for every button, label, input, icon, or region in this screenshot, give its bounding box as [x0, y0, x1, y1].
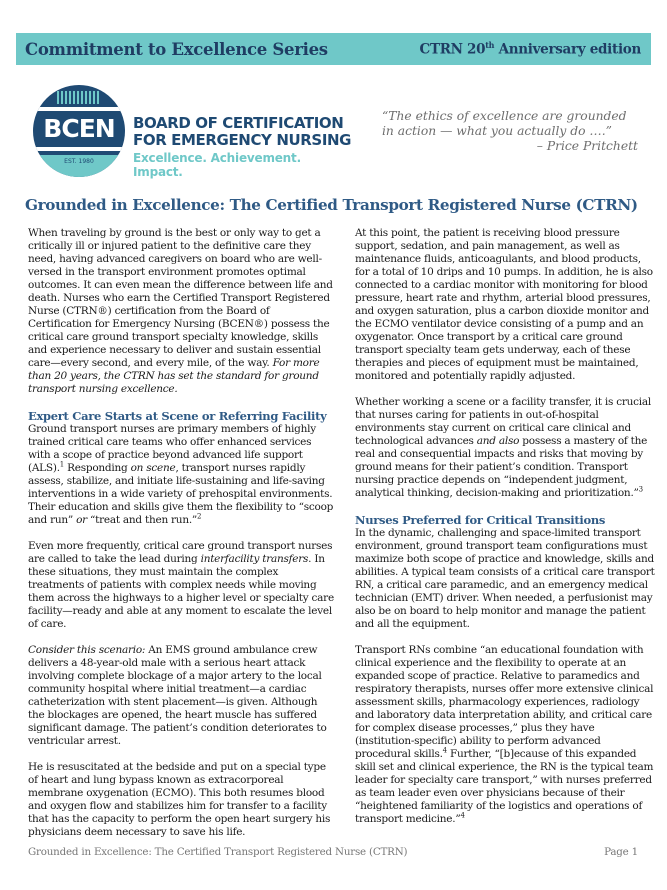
org-tagline: Excellence. Achievement. Impact. [133, 151, 301, 179]
interfacility-paragraph [28, 540, 334, 631]
seal-abbr: BCEN [43, 114, 115, 143]
text: possess a mastery of the real and consequential impacts and risks that moving by ground means for their patient’s condition. Transport nursing practice depends on “independent judgment, analytical thinking, decision-making and prioritization.” [355, 435, 648, 499]
resuscitation-paragraph: He is resuscitated at the bedside and put on a special type of heart and lung bypass known as extracorporeal membrane oxygenation (ECMO). This both resumes blood and oxygen flow and stabilizes him for transfer to a facility that has the capacity to perform the open heart surgery his physicians deem necessary to save his life. [28, 761, 331, 838]
page-footer [28, 846, 638, 858]
footnote-ref: 3 [638, 485, 643, 494]
org-name-line1: BOARD OF CERTIFICATION [133, 114, 344, 132]
expert-care-paragraph [28, 423, 334, 527]
edition-suffix: Anniversary edition [494, 41, 641, 58]
quote-text: “The ethics of excellence are grounded in action — what you actually do ….” [382, 109, 627, 138]
italic-text: Consider this scenario: [28, 644, 146, 656]
footer-title: Grounded in Excellence: The Certified Transport Registered Nurse (CTRN) [28, 846, 408, 858]
team-configuration-paragraph: In the dynamic, challenging and space-limited transport environment, ground transport team configurations must maximize both scope of practice and knowledge, skills and abilities. A typical team consists of a critical care transport RN, a critical care paramedic, and an emergency medical technician (EMT) driver. When needed, a perfusionist may also be on board to help monitor and manage the patient and all the equipment. [355, 527, 655, 630]
footnote-ref: 4 [442, 746, 447, 755]
scenario-paragraph [28, 644, 334, 748]
intro-text: When traveling by ground is the best or only way to get a critically ill or injured patient to the definitive care they need, having advanced caregivers on board who are well-versed in the transport environment promotes optimal outcomes. It can even mean the difference between life and death. Nurses who earn the Certified Transport Registered Nurse (CTRN®) certification from the Board of Certification for Emergency Nursing (BCEN®) possess the critical care ground transport specialty knowledge, skills and experience necessary to deliver and sustain essential care—every second, and every mile, of the way. [28, 227, 333, 369]
text: Transport RNs combine “an educational foundation with clinical experience and the flexibility to operate at an expanded scope of practice. Relative to paramedics and respiratory therapists, nurses offer more extensive clinical assessment skills, pharmacology experiences, radiology and laboratory data interpretation ability, and critical care for complex disease processes,” plus they have (institution-specific) ability to perform advanced procedural skills. [355, 644, 654, 760]
text: Whether working a scene or a facility transfer, it is crucial that nurses caring for patients in out-of-hospital environments stay current on critical care clinical and technological advances [355, 396, 652, 447]
text: , transport nurses rapidly assess, stabilize, and initiate life-sustaining and life-saving interventions in a wide variety of prehospital environments. Their education and skills give them the flexibility to “scoop and run” [28, 462, 334, 526]
text: . In these situations, they must maintain the complex treatments of patients with complex needs while moving them across the highways to a higher level or specialty care facility—ready and able at any moment to escalate the level of care. [28, 553, 334, 630]
footnote-ref: 2 [197, 512, 202, 521]
intro-italic: For more than 20 years, the CTRN has set the standard for ground transport nursing excellence. [28, 357, 320, 395]
page-number: Page 1 [604, 846, 638, 858]
intro-paragraph [28, 227, 334, 396]
italic-text: or [76, 514, 87, 526]
italic-text: interfacility transfers [200, 553, 309, 565]
text: An EMS ground ambulance crew delivers a 48-year-old male with a serious heart attack involving complete blockage of a major artery to the local community hospital where initial treatment—a cardiac catheterization with stent placement—is given. Although the blockages are opened, the heart muscle has suffered significant damage. The patient’s condition deteriorates to ventricular arrest. [28, 644, 327, 747]
edition-prefix: CTRN 20 [419, 41, 486, 58]
scene-transfer-paragraph [355, 396, 655, 500]
page-title: Grounded in Excellence: The Certified Transport Registered Nurse (CTRN) [25, 196, 638, 214]
seal-bar [33, 147, 125, 151]
quote-attribution: – Price Pritchett [536, 139, 638, 153]
text: Ground transport nurses are primary members of highly trained critical care teams who offer enhanced services with a scope of practice beyond advanced life support (ALS). [28, 423, 316, 474]
org-name-line2: FOR EMERGENCY NURSING [133, 131, 352, 149]
footnote-ref: 4 [460, 811, 465, 820]
italic-text: on scene [130, 462, 176, 474]
left-column [28, 227, 334, 852]
bcen-logo [33, 85, 353, 180]
bcen-seal-icon [33, 85, 125, 177]
seal-bar [33, 107, 125, 111]
footnote-ref: 1 [59, 460, 64, 469]
edition-label [420, 40, 642, 58]
section-heading-expert-care: Expert Care Starts at Scene or Referring Facility [28, 409, 327, 423]
italic-text: and also [476, 435, 520, 447]
transport-rns-paragraph [355, 644, 655, 826]
patient-status-paragraph: At this point, the patient is receiving blood pressure support, sedation, and pain management, as well as maintenance fluids, anticoagulants, and blood products, for a total of 10 drips and 10 pumps. In addition, he is also connected to a cardiac monitor with monitoring for blood pressure, heart rate and rhythm, arterial blood pressures, and oxygen saturation, plus a carbon dioxide monitor and the ECMO ventilator device consisting of a pump and an oxygenator. Once transport by a critical care ground transport specialty team gets underway, each of these therapies and pieces of equipment must be maintained, monitored and potentially rapidly adjusted. [355, 227, 653, 382]
right-column [355, 227, 655, 839]
org-name [133, 115, 351, 149]
pull-quote [382, 109, 642, 154]
text: Further, “[b]ecause of this expanded skill set and clinical experience, the RN is the typical team leader for specialty care transport,” with nurses preferred as team leader even over physicians because of their “heightened familiarity of the logistics and operations of transport medicine.” [355, 748, 654, 825]
seal-est: EST. 1980 [33, 155, 125, 177]
text: Even more frequently, critical care ground transport nurses are called to take the lead during [28, 540, 333, 565]
text: Responding [64, 462, 131, 474]
series-title: Commitment to Excellence Series [25, 39, 328, 59]
edition-sup: th [485, 40, 495, 51]
text: “treat and then run.” [86, 514, 198, 526]
series-banner [16, 33, 651, 65]
seal-stripes [57, 91, 101, 104]
section-heading-nurses-preferred: Nurses Preferred for Critical Transitions [355, 513, 606, 527]
